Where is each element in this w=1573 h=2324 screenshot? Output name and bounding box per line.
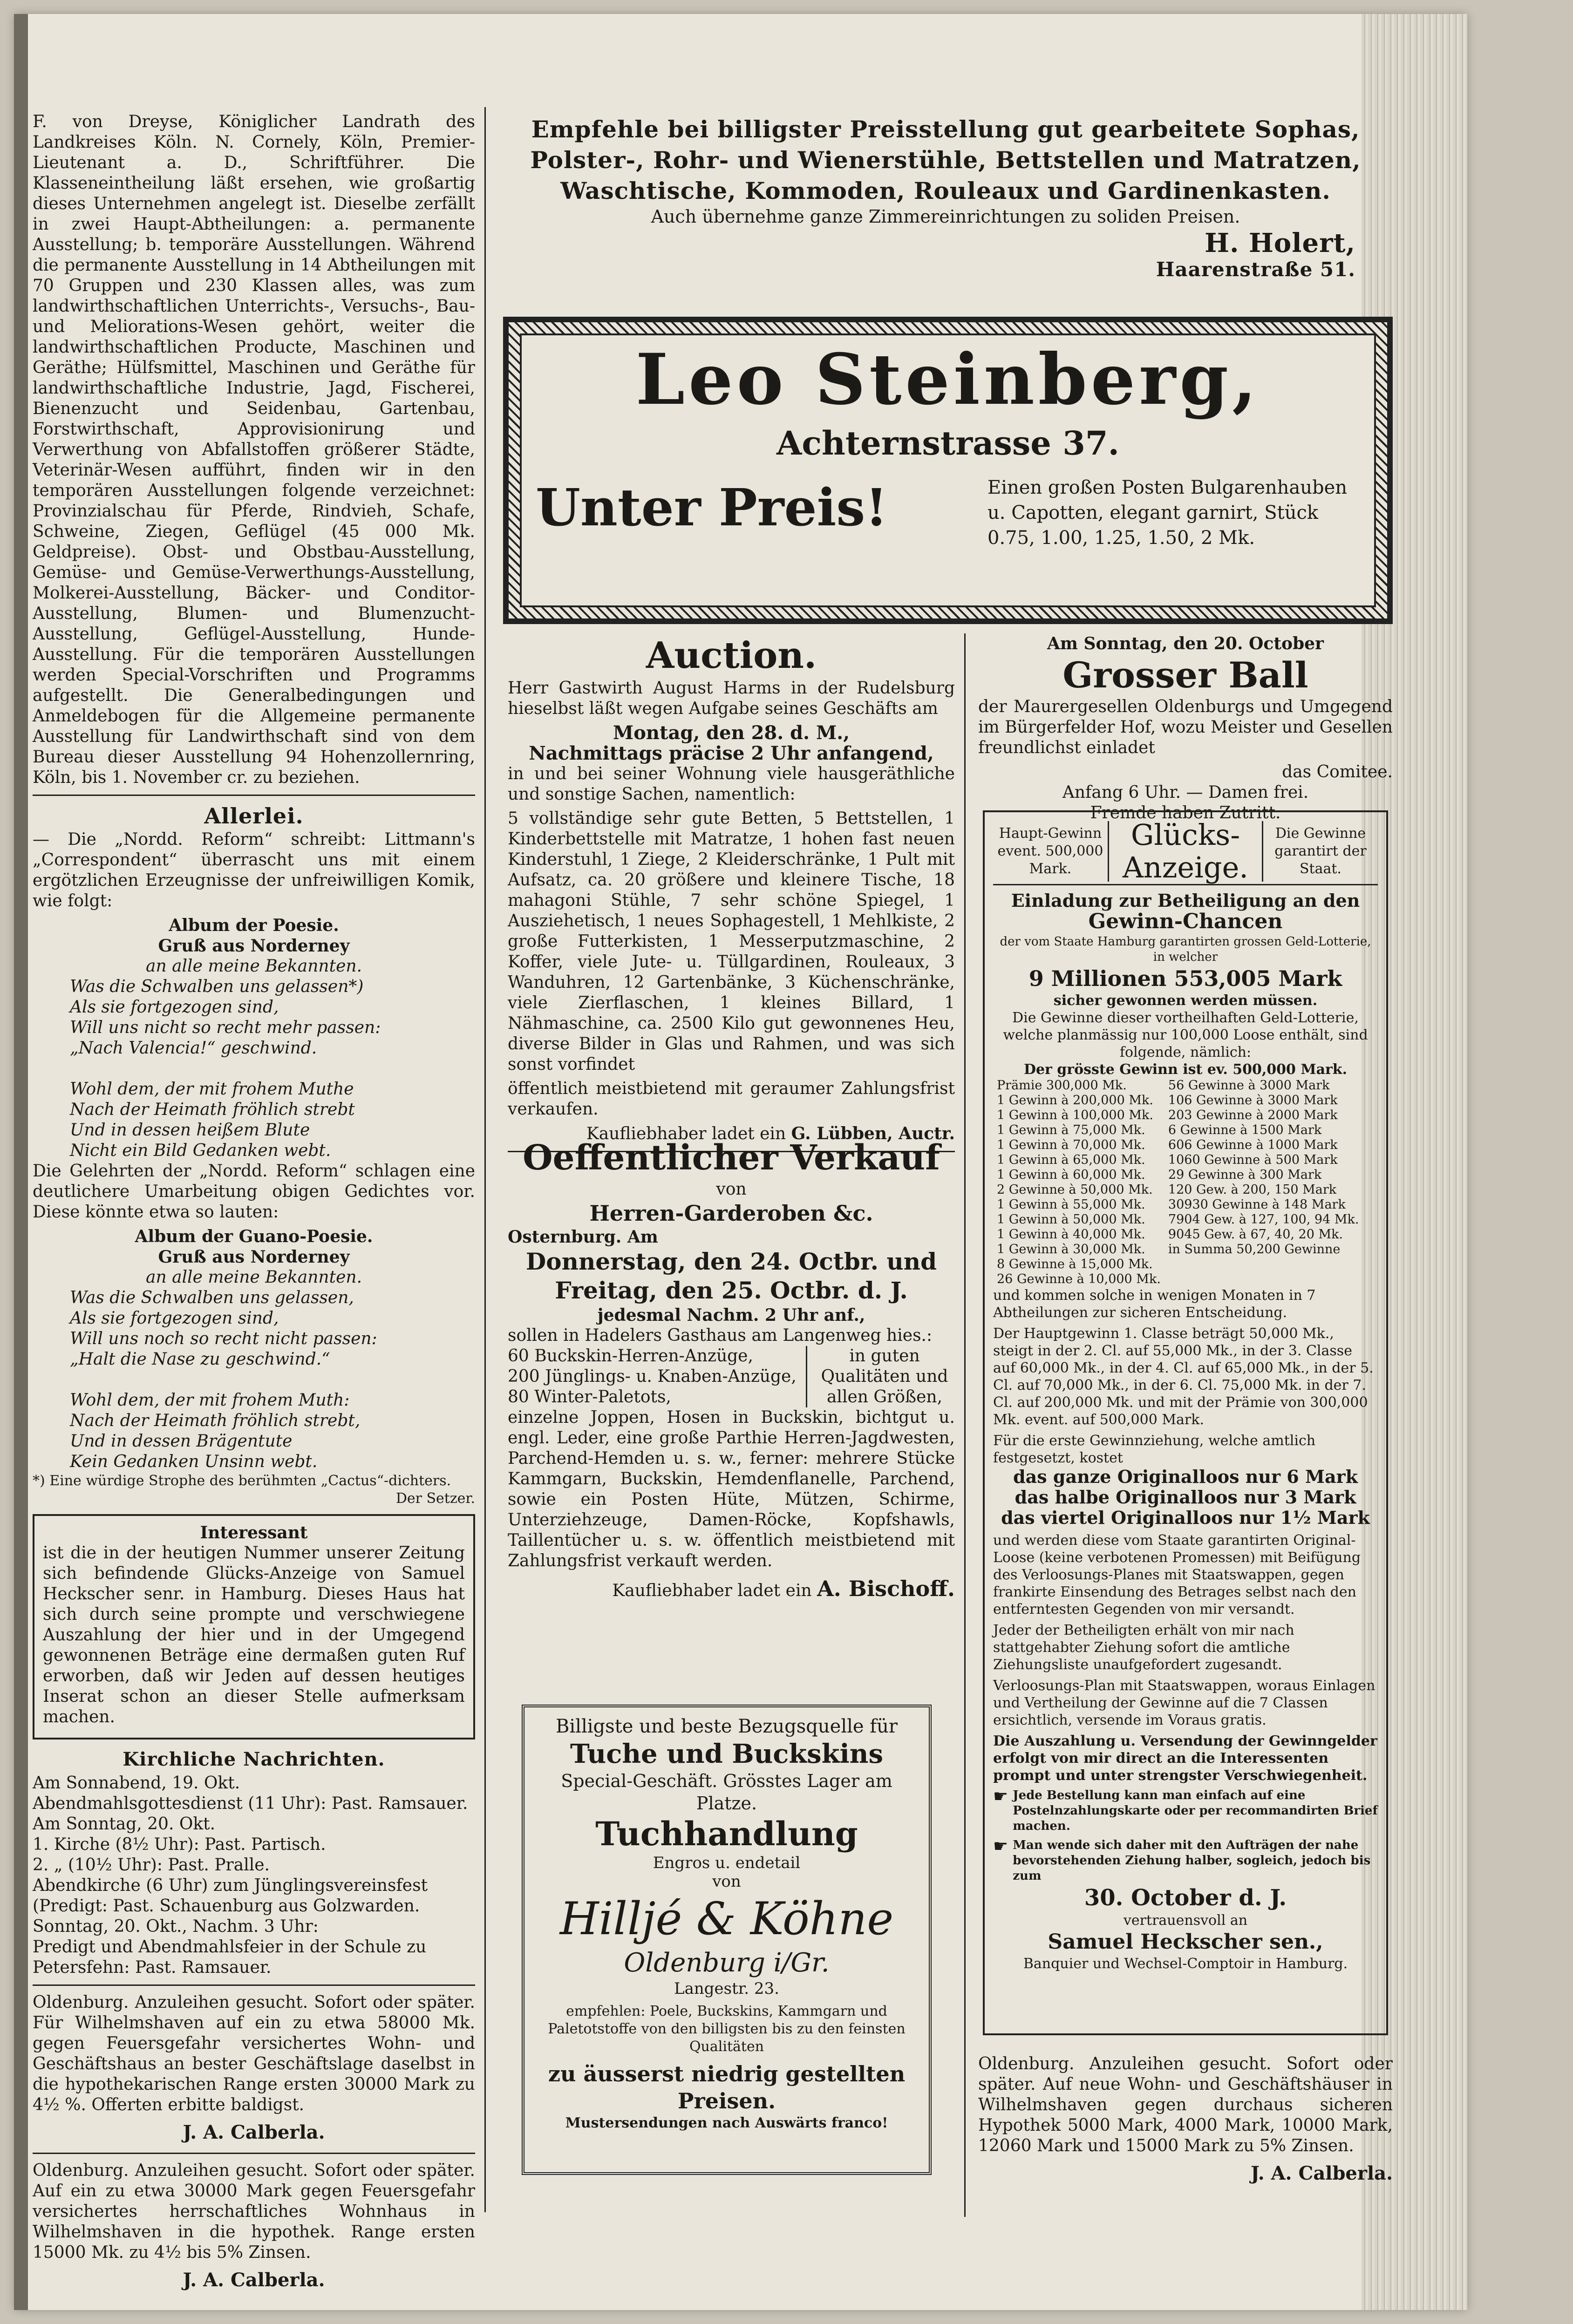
prize-row	[993, 1227, 1362, 1242]
poem-line: Wohl dem, der mit frohem Muth:	[70, 1391, 350, 1410]
album-guano-title: Album der Guano-Poesie.	[135, 1227, 373, 1246]
poem-line: Nach der Heimath fröhlich strebt	[70, 1100, 355, 1119]
lottery-months: und kommen solche in wenigen Monaten in 7 Abtheilungen zur sicheren Entscheidung.	[993, 1287, 1316, 1321]
tuch-line-1: Billigste und beste Bezugsquelle für	[555, 1716, 898, 1737]
poem-line: Was die Schwalben uns gelassen,	[70, 1288, 354, 1307]
verkauf-von: von	[716, 1180, 747, 1199]
poem-line: Nicht ein Bild Gedanken webt.	[70, 1141, 331, 1160]
holert-line-3: Waschtische, Kommoden, Rouleaux und Gardinenkasten.	[560, 177, 1331, 204]
tuch-firm: Hilljé & Köhne	[559, 1893, 894, 1945]
calberla-sign-3: J. A. Calberla.	[1250, 2162, 1393, 2184]
kirchlich-line: Predigt und Abendmahlsfeier in der Schule zu	[33, 1937, 427, 1957]
lottery-banker: Samuel Heckscher sen.,	[1048, 1930, 1323, 1954]
allerlei-title: Allerlei.	[204, 803, 304, 829]
calberla-sign-2: J. A. Calberla.	[183, 2269, 325, 2291]
holert-ad	[498, 114, 1393, 280]
prize-cell: 1 Gewinn à 60,000 Mk.	[997, 1168, 1145, 1182]
poem-line	[70, 1370, 475, 1390]
prize-cell: 106 Gewinne à 3000 Mark	[1168, 1093, 1338, 1108]
poem-line	[70, 1059, 475, 1079]
prize-row	[993, 1123, 1362, 1138]
holert-address: Haarenstraße 51.	[1156, 258, 1355, 281]
steinberg-ad-frame	[503, 317, 1393, 624]
lottery-greatest: Der grösste Gewinn ist ev. 500,000 Mark.	[1023, 1061, 1348, 1078]
lottery-turn: Man wende sich daher mit den Aufträgen der nahe bevorstehenden Ziehung halber, sogleich, jedoch bis zum	[1013, 1838, 1371, 1883]
prize-row	[993, 1242, 1362, 1257]
prize-cell: 1 Gewinn à 100,000 Mk.	[997, 1108, 1153, 1122]
calberla-text-3: Oldenburg. Anzuleihen gesucht. Sofort oder später. Auf neue Wohn- und Geschäftshäuser in Wilhelmshaven gegen durchaus sicheren Hypothek 5000 Mark, 4000 Mark, 10000 Mark, 12060 Mark und 15000 Mark zu 5% Zinsen.	[978, 2054, 1393, 2155]
calberla-sign-1: J. A. Calberla.	[183, 2121, 325, 2143]
hand-icon-2: ☛	[993, 1837, 1008, 1856]
verkauf-where: sollen in Hadelers Gasthaus am Langenweg hies.:	[508, 1326, 933, 1345]
lottery-chancen: Gewinn-Chancen	[1088, 910, 1283, 933]
gruss-title: Gruß aus Norderney	[158, 936, 350, 956]
newspaper-page	[14, 14, 1467, 2310]
kirchlich-line: Sonntag, 20. Okt., Nachm. 3 Uhr:	[33, 1917, 319, 1936]
calberla-ad-1: Oldenburg. Anzuleihen gesucht. Sofort oder später. Für Wilhelmshaven auf ein zu etwa 58000 Mk. gegen Feuersgefahr versichertes Wohn- und Geschäftshaus an bester Geschäftslage daselbst in die hypothekarischen Range ersten 30000 Mark zu 4½ %. Offerten erbitte baldigst.	[33, 1993, 475, 2114]
poem-line: Und in dessen Brägentute	[70, 1432, 293, 1451]
tuch-line-2: Tuche und Buckskins	[570, 1739, 884, 1769]
verkauf-sign-pre: Kaufliebhaber ladet ein	[612, 1581, 812, 1600]
steinberg-offer: Einen großen Posten Bulgarenhauben u. Capotten, elegant garnirt, Stück 0.75, 1.00, 1.25, 1.50, 2 Mk.	[987, 477, 1348, 549]
footnote: *) Eine würdige Strophe des berühmten „Cactus“-dichters.	[33, 1473, 451, 1489]
steinberg-slogan: Unter Preis!	[536, 477, 888, 537]
verkauf-sign: A. Bischoff.	[817, 1576, 955, 1601]
left-column	[33, 112, 475, 2294]
poem-line: Nach der Heimath fröhlich strebt,	[70, 1411, 361, 1430]
lottery-garant: Die Gewinne garantirt der Staat.	[1262, 821, 1378, 882]
verkauf-time: jedesmal Nachm. 2 Uhr anf.,	[597, 1305, 865, 1325]
verkauf-text: einzelne Joppen, Hosen in Buckskin, bichtgut u. engl. Leder, eine große Parthie Herren-Jagdwesten, Parchend-Hemden u. s. w., ferner: mehrere Stücke Kammgarn, Buckskin, Hemdenflanelle, Parchend, sowie ein Posten Hüte, Mützen, Schirme, Unterziehzeuge, Damen-Röcke, Kopfshawls, Taillentücher u. s. w. öffentlich meistbietend mit Zahlungsfrist verkauft werden.	[508, 1408, 955, 1570]
tuch-line-3: Special-Geschäft. Grösstes Lager am Platze.	[561, 1771, 892, 1814]
poem-line: Und in dessen heißem Blute	[70, 1121, 310, 1140]
prize-cell	[1164, 1257, 1363, 1272]
prize-row	[993, 1168, 1362, 1182]
poem-original	[33, 977, 475, 1161]
column-rule-left	[484, 107, 486, 2212]
prize-row	[993, 1138, 1362, 1153]
footnote-sign: Der Setzer.	[395, 1490, 475, 1507]
auction-text-2: in und bei seiner Wohnung viele hausgeräthliche und sonstige Sachen, namentlich:	[508, 764, 955, 804]
prize-cell: 1 Gewinn à 65,000 Mk.	[997, 1153, 1145, 1167]
kirchlich-list	[33, 1773, 475, 1978]
poem-line: Was die Schwalben uns gelassen*)	[70, 977, 364, 996]
prize-cell	[1164, 1272, 1363, 1287]
binding-spine	[14, 14, 28, 2310]
tuch-line-7: empfehlen: Poele, Buckskins, Kammgarn und Paletotstoffe von den billigsten bis zu den feinsten Qualitäten	[548, 2003, 906, 2055]
prize-cell: 120 Gew. à 200, 150 Mark	[1168, 1182, 1337, 1197]
prize-cell: Prämie 300,000 Mk.	[997, 1078, 1127, 1093]
hand-icon: ☛	[993, 1787, 1008, 1806]
lottery-ad	[983, 810, 1388, 2035]
auction-text-1: Herr Gastwirth August Harms in der Rudelsburg hieselbst läßt wegen Aufgabe seines Geschäfts am	[508, 679, 955, 718]
prize-cell: 2 Gewinne à 50,000 Mk.	[997, 1182, 1153, 1197]
lottery-desc: Die Gewinne dieser vortheilhaften Geld-Lotterie, welche planmässig nur 100,000 Loose enthält, sind folgende, nämlich:	[1003, 1010, 1368, 1060]
verkauf-item: 200 Jünglings- u. Knaben-Anzüge,	[508, 1367, 797, 1386]
interessant-title: Interessant	[200, 1523, 308, 1543]
auction-sign-pre: Kaufliebhaber ladet ein	[586, 1124, 786, 1143]
prize-cell: 1060 Gewinne à 500 Mark	[1168, 1153, 1338, 1167]
prize-row	[993, 1093, 1362, 1108]
verkauf-item: 60 Buckskin-Herren-Anzüge,	[508, 1346, 753, 1366]
kirchlich-line: Petersfehn: Past. Ramsauer.	[33, 1958, 272, 1977]
prize-cell: 1 Gewinn à 50,000 Mk.	[997, 1212, 1145, 1227]
prize-cell: 6 Gewinne à 1500 Mark	[1168, 1123, 1322, 1137]
lottery-order: Jede Bestellung kann man einfach auf eine Postelnzahlungskarte oder per recommandirten Brief machen.	[1013, 1788, 1378, 1833]
holert-name: H. Holert,	[1205, 228, 1355, 258]
verkauf-place: Osternburg. Am	[508, 1227, 658, 1247]
prize-cell: 8 Gewinne à 15,000 Mk.	[997, 1257, 1153, 1271]
holert-line-4: Auch übernehme ganze Zimmereinrichtungen zu soliden Preisen.	[651, 206, 1240, 227]
ball-ad	[978, 633, 1393, 823]
poem-line: Will uns nicht so recht mehr passen:	[70, 1018, 381, 1037]
prize-cell: 1 Gewinn à 40,000 Mk.	[997, 1227, 1145, 1242]
tuch-line-8: zu äusserst niedrig gestellten Preisen.	[548, 2061, 906, 2113]
lottery-payout: Die Auszahlung u. Versendung der Gewinngelder erfolgt von mir direct an die Interessenten prompt und unter strengster Verschwiegenheit.	[993, 1733, 1377, 1784]
ball-guests: Fremde haben Zutritt.	[1090, 803, 1281, 822]
kirchlich-line: 2. „ (10½ Uhr): Past. Pralle.	[33, 1855, 270, 1875]
ball-sign: das Comitee.	[1282, 762, 1393, 781]
tuch-ad	[522, 1705, 932, 2175]
prize-cell: 203 Gewinne à 2000 Mark	[1168, 1108, 1338, 1122]
lottery-invite: Einladung zur Betheiligung an den	[1011, 890, 1360, 911]
lottery-banker-sub: Banquier und Wechsel-Comptoir in Hamburg.	[1023, 1956, 1348, 1972]
auction-date: Montag, den 28. d. M.,	[613, 722, 850, 744]
calberla-ad-2: Oldenburg. Anzuleihen gesucht. Sofort oder später. Auf ein zu etwa 30000 Mark gegen Feuersgefahr versichertes herrschaftliches Wohnhaus in Wilhelmshaven in die hypothek. Range ersten 15000 Mk. zu 4½ bis 5% Zinsen.	[33, 2161, 475, 2262]
kirchlich-line: Abendkirche (6 Uhr) zum Jünglingsvereinsfest	[33, 1876, 428, 1895]
prize-cell: 1 Gewinn à 200,000 Mk.	[997, 1093, 1153, 1108]
album-poesie-title: Album der Poesie.	[169, 916, 339, 935]
verkauf-date-1: Donnerstag, den 24. Octbr. und	[525, 1248, 937, 1275]
holert-line-2: Polster-, Rohr- und Wienerstühle, Bettstellen und Matratzen,	[530, 146, 1361, 174]
poem-line: Kein Gedanken Unsinn webt.	[70, 1452, 318, 1471]
tuch-street: Langestr. 23.	[674, 1979, 779, 1998]
prize-cell: 56 Gewinne à 3000 Mark	[1168, 1078, 1330, 1093]
prize-cell: 9045 Gew. à 67, 40, 20 Mk.	[1168, 1227, 1343, 1242]
prize-table	[993, 1078, 1362, 1287]
prize-cell: 1 Gewinn à 70,000 Mk.	[997, 1138, 1145, 1152]
poem-line: Als sie fortgezogen sind,	[70, 998, 279, 1017]
prize-row	[993, 1272, 1362, 1287]
lottery-each: Jeder der Betheiligten erhält von mir nach stattgehabter Ziehung sofort die amtliche Ziehungsliste unaufgefordert zugesandt.	[993, 1622, 1294, 1673]
steinberg-ad	[520, 333, 1376, 607]
prize-cell: 29 Gewinne à 300 Mark	[1168, 1168, 1322, 1182]
poem-line: Als sie fortgezogen sind,	[70, 1309, 279, 1328]
tuch-line-9: Mustersendungen nach Auswärts franco!	[565, 2115, 888, 2131]
lottery-millions: 9 Millionen 553,005 Mark	[1028, 966, 1342, 991]
column-rule-right	[964, 633, 966, 2217]
steinberg-name: Leo Steinberg,	[635, 339, 1260, 421]
poem-line: Wohl dem, der mit frohem Muthe	[70, 1080, 354, 1099]
gruss-subtitle: an alle meine Bekannten.	[145, 957, 362, 976]
lottery-quarter: das viertel Originalloos nur 1½ Mark	[1001, 1507, 1370, 1528]
verkauf-quality: in guten Qualitäten und allen Größen,	[821, 1346, 948, 1407]
verkauf-item: 80 Winter-Paletots,	[508, 1387, 671, 1407]
lottery-whole: das ganze Originalloos nur 6 Mark	[1013, 1466, 1358, 1487]
kirchlich-line: Abendmahlsgottesdienst (11 Uhr): Past. Ramsauer.	[33, 1794, 468, 1813]
kirchlich-title: Kirchliche Nachrichten.	[123, 1748, 385, 1770]
gruss-subtitle-2: an alle meine Bekannten.	[145, 1268, 362, 1287]
lottery-main: Der Hauptgewinn 1. Classe beträgt 50,000 Mk., steigt in der 2. Cl. auf 55,000 Mk., in der 3. Classe auf 60,000 Mk., in der 4. Cl. auf 65,000 Mk., in der 5. Cl. auf 70,000 Mk., in der 6. Cl. 75,000 Mk. in der 7. Cl. auf 200,000 Mk. und mit der Prämie von 300,000 Mk. event. auf 500,000 Mark.	[993, 1325, 1374, 1428]
lottery-trust: vertrauensvoll an	[1123, 1912, 1248, 1929]
prize-row	[993, 1257, 1362, 1272]
ball-begin: Anfang 6 Uhr. — Damen frei.	[1062, 783, 1309, 802]
holert-line-1: Empfehle bei billigster Preisstellung gut gearbeitete Sophas,	[531, 116, 1360, 143]
interessant-box	[33, 1514, 475, 1740]
prize-cell: 26 Gewinne à 10,000 Mk.	[997, 1272, 1161, 1286]
prize-row	[993, 1108, 1362, 1123]
prize-cell: 1 Gewinn à 30,000 Mk.	[997, 1242, 1145, 1257]
ball-title: Grosser Ball	[1062, 654, 1308, 696]
calberla-ad-3	[978, 2054, 1393, 2187]
lottery-haupt: Haupt-Gewinn event. 500,000 Mark.	[993, 821, 1109, 882]
verkauf-ad	[508, 1136, 955, 1602]
lottery-first: Für die erste Gewinnziehung, welche amtlich festgesetzt, kostet	[993, 1433, 1316, 1466]
prize-row	[993, 1078, 1362, 1093]
poem-parody	[33, 1288, 475, 1472]
exhibition-article: F. von Dreyse, Königlicher Landrath des Landkreises Köln. N. Cornely, Köln, Premier-Lieutenant a. D., Schriftführer. Die Klasseneintheilung läßt ersehen, wie großartig dieses Unternehmen angelegt ist. Dieselbe zerfällt in zwei Haupt-Abtheilungen: a. permanente Ausstellung; b. temporäre Ausstellungen. Während die permanente Ausstellung in 14 Abtheilungen mit 70 Gruppen und 230 Klassen alles, was zum landwirthschaftlichen Unterrichts-, Versuchs-, Bau- und Meliorations-Wesen gehört, weiter die landwirthschaftlichen Producte, Maschinen und Geräthe; Hülfsmittel, Maschinen und Geräthe für landwirthschaftliche Industrie, Jagd, Fischerei, Bienenzucht und Seidenbau, Gartenbau, Forstwirthschaft, Approvisionirung und Verwerthung von Abfallstoffen größerer Städte, Veterinär-Wesen aufführt, finden wir in den temporären Ausstellungen folgende verzeichnet: Provinzialschau für Pferde, Rindvieh, Schafe, Schweine, Ziegen, Geflügel (45 000 Mk. Geldpreise). Obst- und Obstbau-Ausstellung, Gemüse- und Gemüse-Verwerthungs-Ausstellung, Molkerei-Ausstellung, Bäcker- und Conditor-Ausstellung, Blumen- und Blumenzucht-Ausstellung, Geflügel-Ausstellung, Hunde-Ausstellung. Für die temporären Ausstellungen werden Special-Vorschriften und Programms aufgestellt. Die Generalbedingungen und Anmeldebogen für die Allgemeine permanente Ausstellung für Landwirthschaft sind von dem Bureau dieser Ausstellung 94 Hohenzollernring, Köln, bis 1. November cr. zu beziehen.	[33, 112, 475, 787]
gruss-title-2: Gruß aus Norderney	[158, 1247, 350, 1267]
prize-row	[993, 1197, 1362, 1212]
poem-line: „Halt die Nase zu geschwind.“	[70, 1350, 330, 1369]
auction-text-3: öffentlich meistbietend mit geraumer Zahlungsfrist verkaufen.	[508, 1079, 955, 1119]
lottery-send: und werden diese vom Staate garantirten Original-Loose (keine verbotenen Promessen) mit Beifügung des Verloosungs-Planes mit Staatswappen, gegen frankirte Einsendung des Betrages selbst nach den entferntesten Gegenden von mir versandt.	[993, 1532, 1361, 1617]
prize-cell: 606 Gewinne à 1000 Mark	[1168, 1138, 1338, 1152]
ball-text: der Maurergesellen Oldenburgs und Umgegend im Bürgerfelder Hof, wozu Meister und Gesellen freundlichst einladet	[978, 697, 1393, 757]
verkauf-title: Oeffentlicher Verkauf	[523, 1138, 940, 1178]
prize-cell: in Summa 50,200 Gewinne	[1168, 1242, 1341, 1257]
tuch-line-4: Tuchhandlung	[595, 1814, 858, 1853]
prize-row	[993, 1212, 1362, 1227]
steinberg-address: Achternstrasse 37.	[776, 424, 1119, 462]
poem-line: Will uns noch so recht nicht passen:	[70, 1329, 377, 1348]
lottery-desc-line: der vom Staate Hamburg garantirten grossen Geld-Lotterie, in welcher	[1000, 935, 1371, 964]
tuch-line-6: von	[712, 1872, 741, 1891]
verkauf-date-2: Freitag, den 25. Octbr. d. J.	[555, 1277, 908, 1304]
lottery-title-1: Glücks-	[1130, 818, 1240, 852]
auction-title: Auction.	[646, 634, 817, 677]
kirchlich-line: 1. Kirche (8½ Uhr): Past. Partisch.	[33, 1835, 326, 1854]
kirchlich-line: (Predigt: Past. Schauenburg aus Golzwarden.	[33, 1896, 420, 1916]
tuch-city: Oldenburg i/Gr.	[624, 1948, 830, 1978]
ball-date: Am Sonntag, den 20. October	[1047, 634, 1324, 653]
verkauf-items	[508, 1346, 807, 1407]
prize-cell: 1 Gewinn à 55,000 Mk.	[997, 1197, 1145, 1212]
prize-cell: 7904 Gew. à 127, 100, 94 Mk.	[1168, 1212, 1359, 1227]
auction-items: 5 vollständige sehr gute Betten, 5 Bettstellen, 1 Kinderbettstelle mit Matratze, 1 hohen fast neuen Kinderstuhl, 1 Ziege, 2 Kleiderschränke, 1 Pult mit Aufsatz, ca. 20 größere und kleinere Tische, 18 mahagoni Stühle, 7 sehr schöne Spiegel, 1 Ausziehetisch, 1 neues Sophagestell, 1 Mehlkiste, 2 große Futterkisten, 1 Messerputzmaschine, 2 Koffer, viele Jute- u. Tüllgardinen, Rouleaux, 3 Wanduhren, 12 Gartenbänke, 3 Küchenschränke, viele Zierflaschen, 1 kleines Billard, 1 Nähmaschine, ca. 2500 Kilo gut gewonnenes Heu, diverse Bilder in Glas und Rahmen, und was sich sonst vorfindet	[508, 809, 955, 1074]
poem-line: „Nach Valencia!“ geschwind.	[70, 1039, 317, 1058]
prize-row	[993, 1182, 1362, 1197]
prize-row	[993, 1153, 1362, 1168]
allerlei-intro: — Die „Nordd. Reform“ schreibt: Littmann's „Correspondent“ überrascht uns mit einem ergötzlichen Erzeugnisse der unfreiwilligen Komik, wie folgt:	[33, 830, 475, 911]
lottery-deadline: 30. October d. J.	[1084, 1885, 1287, 1911]
auction-time: Nachmittags präcise 2 Uhr anfangend,	[529, 742, 934, 764]
lottery-half: das halbe Originalloos nur 3 Mark	[1015, 1487, 1356, 1508]
prize-cell: 1 Gewinn à 75,000 Mk.	[997, 1123, 1145, 1137]
lottery-sure: sicher gewonnen werden müssen.	[1053, 992, 1318, 1009]
lottery-title-2: Anzeige.	[1123, 850, 1248, 884]
tuch-line-5: Engros u. endetail	[653, 1854, 801, 1872]
prize-cell: 30930 Gewinne à 148 Mark	[1168, 1197, 1346, 1212]
gelehrten-text: Die Gelehrten der „Nordd. Reform“ schlagen eine deutlichere Umarbeitung obigen Gedichtes vor. Diese könnte etwa so lauten:	[33, 1162, 475, 1222]
auction-ad	[508, 633, 955, 1159]
kirchlich-line: Am Sonnabend, 19. Okt.	[33, 1774, 240, 1793]
verkauf-subject: Herren-Garderoben &c.	[589, 1201, 873, 1226]
kirchlich-line: Am Sonntag, 20. Okt.	[33, 1814, 216, 1834]
interessant-text: ist die in der heutigen Nummer unserer Zeitung sich befindende Glücks-Anzeige von Samuel Heckscher senr. in Hamburg. Dieses Haus hat sich durch seine prompte und verschwiegene Auszahlung der hier und in der Umgegend gewonnenen Beträge eine dermaßen guten Ruf erworben, daß wir Jeden auf dessen heutiges Inserat schon an dieser Stelle aufmerksam machen.	[43, 1543, 465, 1726]
lottery-plan: Verloosungs-Plan mit Staatswappen, woraus Einlagen und Vertheilung der Gewinne auf die 7 Classen ersichtlich, versende im Voraus gratis.	[993, 1678, 1376, 1728]
auction-sign: G. Lübben, Auctr.	[791, 1124, 955, 1143]
